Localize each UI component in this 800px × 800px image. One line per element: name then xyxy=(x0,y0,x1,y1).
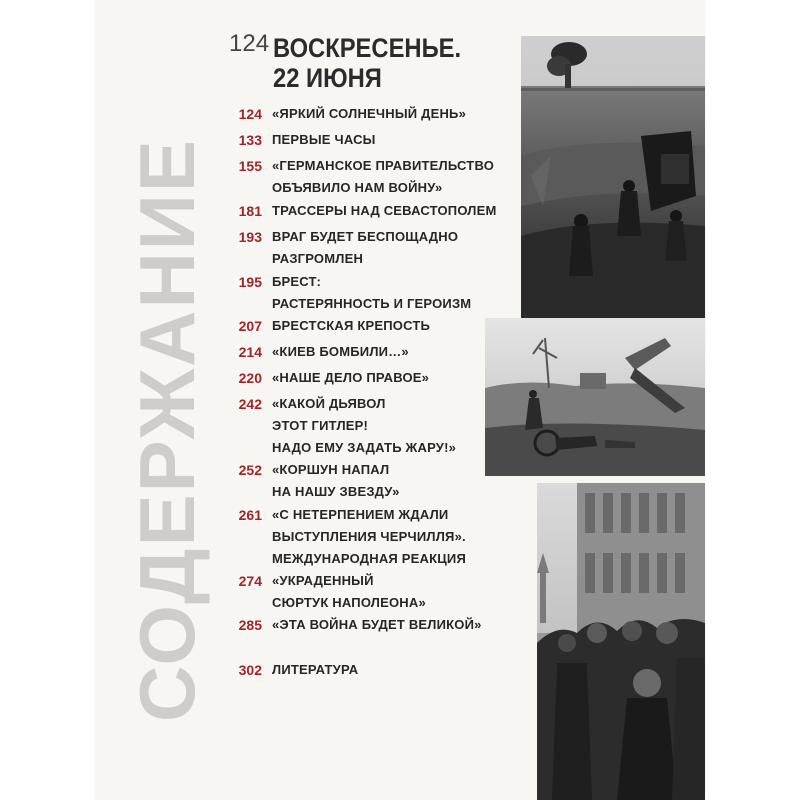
photo-street-crowd xyxy=(537,483,705,800)
toc-page-number: 214 xyxy=(238,344,262,360)
toc-page-number: 155 xyxy=(238,158,262,174)
photo-battlefield-graphic xyxy=(485,318,705,476)
toc-entry xyxy=(238,129,376,151)
toc-title: «ЭТА ВОЙНА БУДЕТ ВЕЛИКОЙ» xyxy=(272,617,482,632)
toc-entry xyxy=(238,367,430,389)
toc-page-number: 124 xyxy=(238,106,262,122)
toc-page-number: 181 xyxy=(238,203,262,219)
toc-page-number: 133 xyxy=(238,132,262,148)
toc-title: «УКРАДЕННЫЙ СЮРТУК НАПОЛЕОНА» xyxy=(272,573,426,610)
toc-title: «НАШЕ ДЕЛО ПРАВОЕ» xyxy=(272,370,430,385)
toc-page-number: 302 xyxy=(238,662,262,678)
section-title-vertical: СОДЕРЖАНИЕ xyxy=(123,138,211,722)
toc-page-number: 193 xyxy=(238,229,262,245)
toc-page-number: 195 xyxy=(238,274,262,290)
toc-title: БРЕСТСКАЯ КРЕПОСТЬ xyxy=(272,318,431,333)
toc-entry xyxy=(238,200,497,222)
toc-title: «КОРШУН НАПАЛ НА НАШУ ЗВЕЗДУ» xyxy=(272,462,400,499)
photo-street-crowd-graphic xyxy=(537,483,705,800)
photo-battlefield xyxy=(485,318,705,476)
toc-entry xyxy=(238,614,482,636)
toc-title: ПЕРВЫЕ ЧАСЫ xyxy=(272,132,376,147)
toc-title: ТРАССЕРЫ НАД СЕВАСТОПОЛЕМ xyxy=(272,203,497,218)
toc-entry xyxy=(238,393,457,459)
toc-page-number: 242 xyxy=(238,396,262,412)
toc-entry xyxy=(238,103,467,125)
toc-title: ВРАГ БУДЕТ БЕСПОЩАДНО РАЗГРОМЛЕН xyxy=(272,229,459,266)
header-title: ВОСКРЕСЕНЬЕ. 22 ИЮНЯ xyxy=(273,33,462,93)
toc-page-number: 220 xyxy=(238,370,262,386)
toc-page-number: 252 xyxy=(238,462,262,478)
toc-entry xyxy=(238,341,409,363)
toc-entry xyxy=(238,570,426,614)
toc-entry xyxy=(238,315,431,337)
toc-title: «КИЕВ БОМБИЛИ…» xyxy=(272,344,409,359)
toc-title: «ЯРКИЙ СОЛНЕЧНЫЙ ДЕНЬ» xyxy=(272,106,467,121)
toc-entry xyxy=(238,659,359,681)
toc-page-number: 261 xyxy=(238,507,262,523)
toc-entry xyxy=(238,155,495,199)
toc-title: ЛИТЕРАТУРА xyxy=(272,662,359,677)
photo-soldiers-field-graphic xyxy=(521,36,705,331)
toc-title: «ГЕРМАНСКОЕ ПРАВИТЕЛЬСТВО ОБЪЯВИЛО НАМ ВОЙНУ» xyxy=(272,158,495,195)
toc-page-number: 274 xyxy=(238,573,262,589)
toc-entry xyxy=(238,504,467,570)
toc-title: БРЕСТ: РАСТЕРЯННОСТЬ И ГЕРОИЗМ xyxy=(272,274,472,311)
toc-page-number: 285 xyxy=(238,617,262,633)
toc-title: «КАКОЙ ДЬЯВОЛ ЭТОТ ГИТЛЕР! НАДО ЕМУ ЗАДАТЬ ЖАРУ!» xyxy=(272,396,457,455)
toc-entry xyxy=(238,271,472,315)
toc-entry xyxy=(238,226,459,270)
header-page-number: 124 xyxy=(229,30,270,57)
toc-entry xyxy=(238,459,400,503)
toc-page-number: 207 xyxy=(238,318,262,334)
toc-title: «С НЕТЕРПЕНИЕМ ЖДАЛИ ВЫСТУПЛЕНИЯ ЧЕРЧИЛЛЯ». МЕЖДУНАРОДНАЯ РЕАКЦИЯ xyxy=(272,507,467,566)
photo-soldiers-field xyxy=(521,36,705,331)
